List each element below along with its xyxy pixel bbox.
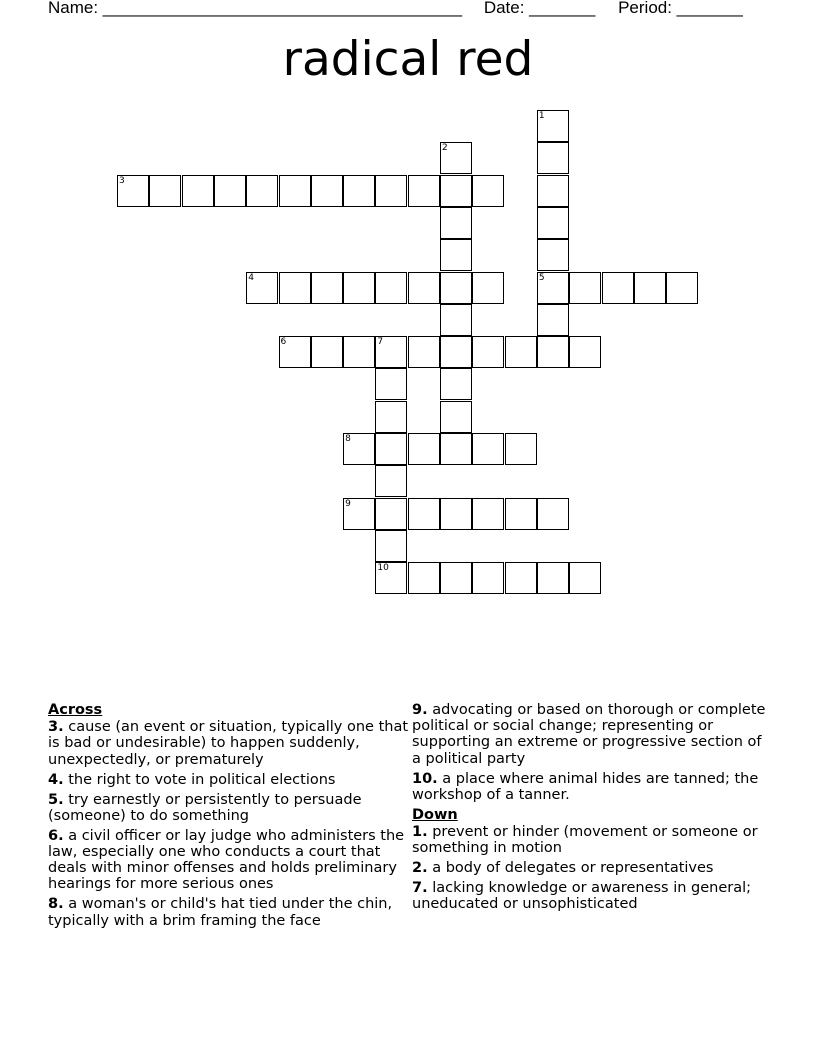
cell-number: 6 (280, 337, 287, 348)
clue-across-10 (412, 771, 772, 803)
grid-cell[interactable] (375, 530, 407, 562)
grid-cell[interactable] (375, 401, 407, 433)
cell-number: 4 (248, 272, 254, 283)
date-field-label: Date: _______ (483, 0, 596, 17)
grid-cell[interactable] (375, 562, 407, 594)
grid-cell[interactable] (472, 433, 504, 465)
grid-cell[interactable] (505, 336, 537, 368)
grid-cell[interactable] (440, 207, 472, 239)
grid-cell[interactable] (569, 272, 601, 304)
grid-cell[interactable] (343, 272, 375, 304)
grid-cell[interactable] (440, 175, 472, 207)
grid-cell[interactable] (375, 336, 407, 368)
clue-number: 7. (412, 880, 428, 897)
clue-text: a woman's or child's hat tied under the chin, typically with a brim framing the face (48, 896, 393, 929)
clue-across-8 (48, 896, 413, 928)
grid-cell[interactable] (375, 498, 407, 530)
grid-cell[interactable] (472, 175, 504, 207)
clue-text: try earnestly or persistently to persuade (someone) to do something (48, 791, 362, 824)
grid-cell[interactable] (375, 175, 407, 207)
cell-number: 2 (442, 143, 448, 154)
grid-cell[interactable] (440, 401, 472, 433)
grid-cell[interactable] (472, 336, 504, 368)
page-title: radical red (282, 32, 534, 87)
grid-cell[interactable] (537, 562, 569, 594)
grid-cell[interactable] (472, 562, 504, 594)
clue-number: 9. (412, 702, 428, 718)
grid-cell[interactable] (440, 562, 472, 594)
grid-cell[interactable] (440, 498, 472, 530)
grid-cell[interactable] (569, 336, 601, 368)
clue-number: 4. (48, 771, 64, 788)
grid-cell[interactable] (375, 465, 407, 497)
down-heading: Down (412, 806, 458, 823)
grid-cell[interactable] (634, 272, 666, 304)
grid-cell[interactable] (440, 239, 472, 271)
grid-cell[interactable] (279, 175, 311, 207)
grid-cell[interactable] (537, 304, 569, 336)
grid-cell[interactable] (537, 175, 569, 207)
clue-down-7 (412, 880, 772, 912)
grid-cell[interactable] (214, 175, 246, 207)
cell-number: 10 (377, 563, 389, 574)
grid-cell[interactable] (408, 336, 440, 368)
grid-cell[interactable] (440, 304, 472, 336)
grid-cell[interactable] (537, 272, 569, 304)
grid-cell[interactable] (343, 336, 375, 368)
grid-cell[interactable] (343, 433, 375, 465)
clue-number: 6. (48, 827, 64, 844)
cell-number: 7 (377, 337, 384, 348)
cell-number: 8 (345, 434, 351, 444)
name-field-label: Name: ______________________________________ (48, 0, 463, 17)
grid-cell[interactable] (440, 336, 472, 368)
grid-cell[interactable] (408, 498, 440, 530)
clue-across-4 (48, 772, 413, 788)
grid-cell[interactable] (149, 175, 181, 207)
clue-text: a body of delegates or representatives (432, 860, 714, 877)
cell-number: 3 (119, 175, 125, 186)
grid-cell[interactable] (375, 368, 407, 400)
cell-number: 1 (538, 111, 545, 121)
grid-cell[interactable] (408, 433, 440, 465)
clue-number: 3. (48, 719, 64, 736)
grid-cell[interactable] (537, 498, 569, 530)
grid-cell[interactable] (375, 433, 407, 465)
clue-text: a place where animal hides are tanned; the workshop of a tanner. (412, 770, 759, 803)
clue-text: a civil officer or lay judge who administers the law, especially one who conducts a court that deals with minor offenses and holds preliminary hearings for more serious ones (48, 827, 405, 893)
grid-cell[interactable] (440, 368, 472, 400)
grid-cell[interactable] (279, 336, 311, 368)
grid-cell[interactable] (311, 336, 343, 368)
grid-cell[interactable] (537, 110, 569, 142)
clue-text: lacking knowledge or awareness in general; uneducated or unsophisticated (412, 880, 752, 913)
clues-right-column (412, 702, 772, 916)
clue-number: 2. (412, 860, 428, 877)
clue-text: cause (an event or situation, typically one that is bad or undesirable) to happen suddenly, unexpectedly, or prematurely (48, 719, 409, 768)
clue-number: 5. (48, 791, 64, 808)
grid-cell[interactable] (440, 272, 472, 304)
grid-cell[interactable] (375, 272, 407, 304)
cell-number: 9 (345, 498, 351, 509)
grid-cell[interactable] (311, 272, 343, 304)
clue-number: 1. (412, 824, 428, 841)
grid-cell[interactable] (182, 175, 214, 207)
clue-across-6 (48, 828, 413, 893)
clue-down-1 (412, 824, 772, 856)
grid-cell[interactable] (246, 175, 278, 207)
grid-cell[interactable] (343, 498, 375, 530)
clue-across-5 (48, 792, 413, 824)
clues-left-column (48, 702, 413, 933)
grid-cell[interactable] (505, 562, 537, 594)
grid-cell[interactable] (472, 272, 504, 304)
clue-number: 10. (412, 770, 438, 787)
grid-cell[interactable] (117, 175, 149, 207)
clue-number: 8. (48, 896, 64, 913)
grid-cell[interactable] (343, 175, 375, 207)
grid-cell[interactable] (666, 272, 698, 304)
across-heading: Across (48, 702, 103, 718)
period-field-label: Period: _______ (618, 0, 743, 17)
grid-cell[interactable] (311, 175, 343, 207)
grid-cell[interactable] (537, 207, 569, 239)
grid-cell[interactable] (537, 239, 569, 271)
grid-cell[interactable] (440, 433, 472, 465)
grid-cell[interactable] (569, 562, 601, 594)
clue-text: the right to vote in political elections (68, 771, 336, 788)
grid-cell[interactable] (440, 142, 472, 174)
clue-text: advocating or based on thorough or complete political or social change; representing or supporting an extreme or progressive section of a political party (412, 702, 766, 767)
grid-cell[interactable] (408, 562, 440, 594)
clue-across-3 (48, 719, 413, 768)
grid-cell[interactable] (537, 336, 569, 368)
grid-cell[interactable] (602, 272, 634, 304)
clue-text: prevent or hinder (movement or someone or something in motion (412, 824, 758, 857)
grid-cell[interactable] (537, 142, 569, 174)
grid-cell[interactable] (408, 175, 440, 207)
grid-cell[interactable] (408, 272, 440, 304)
grid-cell[interactable] (279, 272, 311, 304)
grid-cell[interactable] (246, 272, 278, 304)
clue-down-2 (412, 860, 772, 876)
grid-cell[interactable] (505, 498, 537, 530)
grid-cell[interactable] (505, 433, 537, 465)
clue-across-9 (412, 702, 772, 767)
grid-cell[interactable] (472, 498, 504, 530)
cell-number: 5 (538, 272, 545, 283)
